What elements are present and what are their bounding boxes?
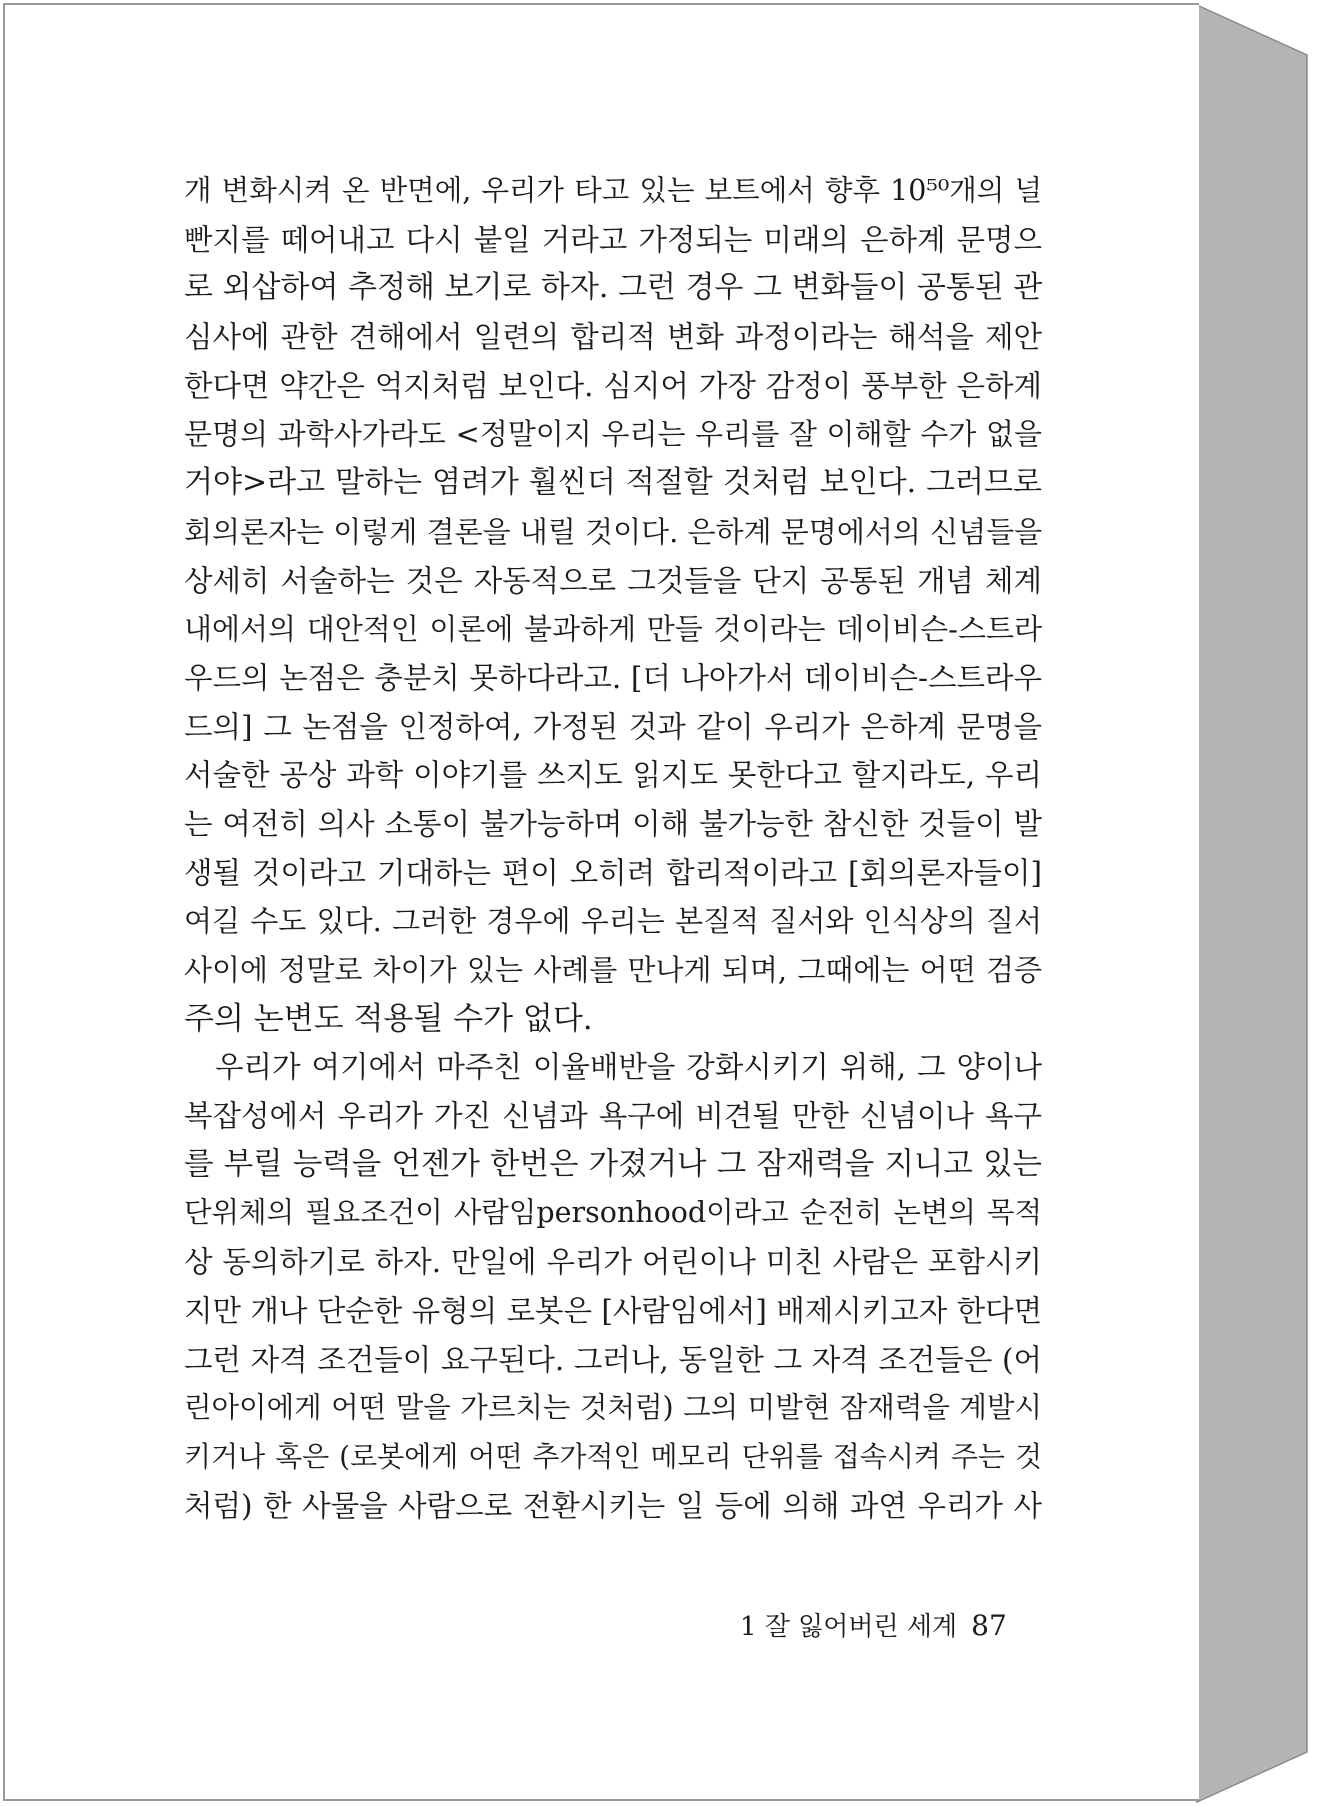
text-line: 개 변화시켜 온 반면에, 우리가 타고 있는 보트에서 향후 10⁵⁰개의 널 xyxy=(184,174,1042,207)
paragraph xyxy=(184,1043,1042,1530)
text-line: 처럼) 한 사물을 사람으로 전환시키는 일 등에 의해 과연 우리가 사 xyxy=(184,1488,1042,1523)
text-line: 그런 자격 조건들이 요구된다. 그러나, 동일한 그 자격 조건들은 (어 xyxy=(184,1342,1042,1377)
text-line: 우리가 여기에서 마주친 이율배반을 강화시키기 위해, 그 양이나 xyxy=(215,1050,1042,1085)
text-line: 여길 수도 있다. 그러한 경우에 우리는 본질적 질서와 인식상의 질서 xyxy=(184,904,1042,939)
text-line: 린아이에게 어떤 말을 가르치는 것처럼) 그의 미발현 잠재력을 계발시 xyxy=(184,1391,1042,1425)
text-line: 주의 논변도 적용될 수가 없다. xyxy=(184,1000,593,1037)
text-line: 로 외삽하여 추정해 보기로 하자. 그런 경우 그 변화들이 공통된 관 xyxy=(184,270,1042,306)
text-line: 는 여전히 의사 소통이 불가능하며 이해 불가능한 참신한 것들이 발 xyxy=(184,806,1042,841)
text-line: 문명의 과학사가라도 <정말이지 우리는 우리를 잘 이해할 수가 없을 xyxy=(184,417,1042,452)
text-line: 생될 것이라고 기대하는 편이 오히려 합리적이라고 [회의론자들이] xyxy=(184,855,1042,890)
text-line: 지만 개나 단순한 유형의 로봇은 [사람임에서] 배제시키고자 한다면 xyxy=(184,1293,1042,1328)
text-line: 거야>라고 말하는 염려가 훨씬더 적절할 것처럼 보인다. 그러므로 xyxy=(184,465,1042,501)
paragraph xyxy=(184,167,1042,1043)
page-footer xyxy=(740,1606,1010,1643)
text-line: 상세히 서술하는 것은 자동적으로 그것들을 단지 공통된 개념 체계 xyxy=(184,563,1042,598)
text-line: 빤지를 떼어내고 다시 붙일 거라고 가정되는 미래의 은하계 문명으 xyxy=(184,222,1042,257)
text-line: 복잡성에서 우리가 가진 신념과 욕구에 비견될 만한 신념이나 욕구 xyxy=(184,1099,1042,1134)
text-line: 서술한 공상 과학 이야기를 쓰지도 읽지도 못한다고 할지라도, 우리 xyxy=(184,758,1042,793)
text-line: 드의] 그 논점을 인정하여, 가정된 것과 같이 우리가 은하계 문명을 xyxy=(184,709,1042,744)
text-line: 회의론자는 이렇게 결론을 내릴 것이다. 은하계 문명에서의 신념들을 xyxy=(184,514,1042,549)
text-line: 사이에 정말로 차이가 있는 사례를 만나게 되며, 그때에는 어떤 검증 xyxy=(184,953,1042,987)
text-line: 내에서의 대안적인 이론에 불과하게 만들 것이라는 데이비슨-스트라 xyxy=(184,612,1042,647)
text-line: 를 부릴 능력을 언젠가 한번은 가졌거나 그 잠재력을 지니고 있는 xyxy=(184,1146,1042,1182)
text-line: 키거나 혹은 (로봇에게 어떤 추가적인 메모리 단위를 접속시켜 주는 것 xyxy=(184,1439,1042,1473)
text-line: 한다면 약간은 억지처럼 보인다. 심지어 가장 감정이 풍부한 은하계 xyxy=(184,368,1042,403)
text-line: 우드의 논점은 충분치 못하다라고. [더 나아가서 데이비슨-스트라우 xyxy=(184,660,1042,695)
body-text xyxy=(184,167,1042,1530)
text-line: 상 동의하기로 하자. 만일에 우리가 어린이나 미친 사람은 포함시키 xyxy=(184,1245,1042,1280)
text-line: 단위체의 필요조건이 사람임personhood이라고 순전히 논변의 목적 xyxy=(184,1196,1042,1230)
chapter-title: 1 잘 잃어버린 세계 xyxy=(740,1612,958,1642)
text-line: 심사에 관한 견해에서 일련의 합리적 변화 과정이라는 해석을 제안 xyxy=(184,320,1042,355)
page-number: 87 xyxy=(971,1609,1007,1642)
